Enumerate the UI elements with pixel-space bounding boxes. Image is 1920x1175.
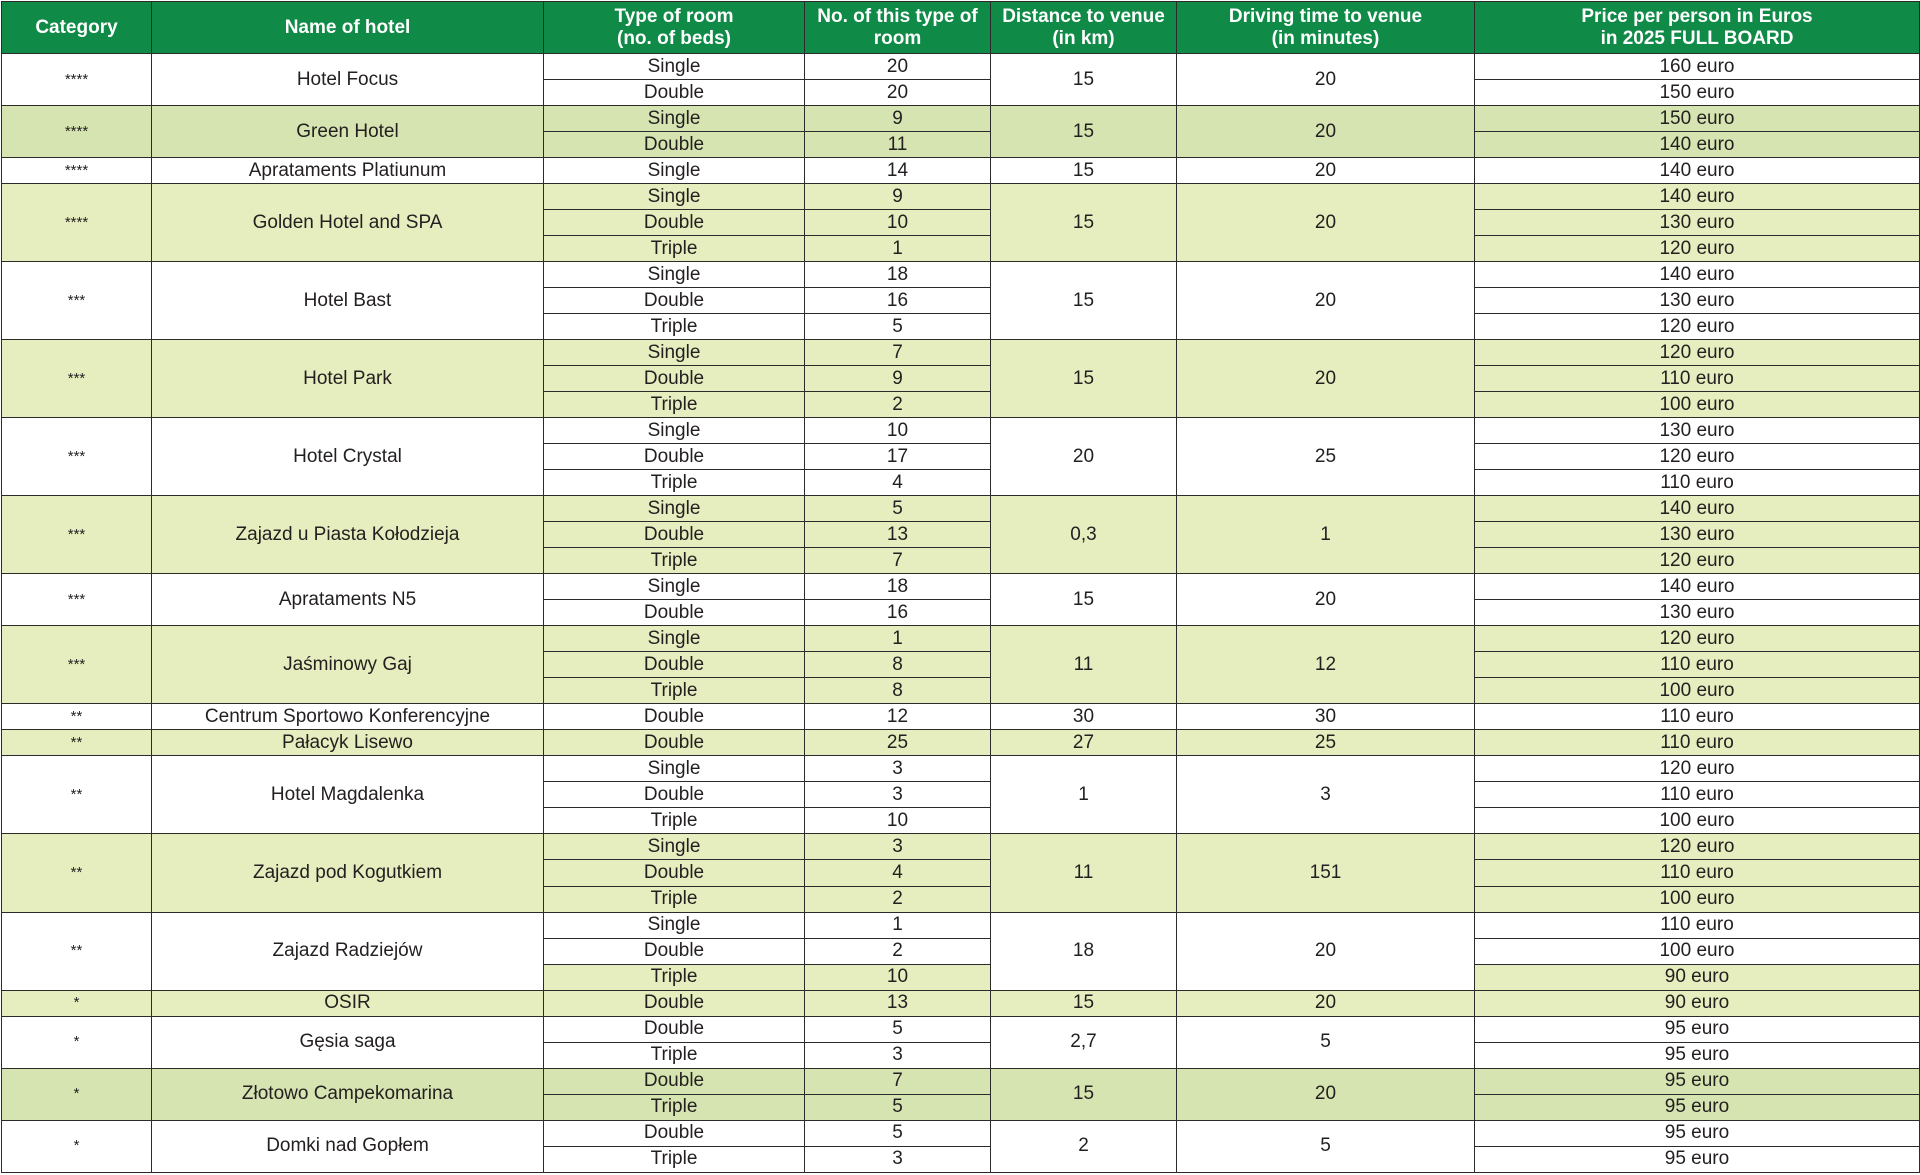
table-row: [2, 1068, 1920, 1094]
distance-km: 15: [991, 184, 1177, 262]
room-type: Double: [544, 860, 805, 886]
hotel-category: ***: [2, 574, 152, 626]
room-count: 9: [805, 184, 991, 210]
room-count: 10: [805, 210, 991, 236]
room-count: 5: [805, 1016, 991, 1042]
room-count: 3: [805, 834, 991, 860]
hotel-name: Zajazd Radziejów: [152, 912, 544, 990]
room-type: Single: [544, 340, 805, 366]
room-type: Double: [544, 990, 805, 1016]
driving-minutes: 151: [1177, 834, 1475, 912]
hotel-category: **: [2, 756, 152, 834]
room-type: Triple: [544, 1146, 805, 1172]
driving-minutes: 30: [1177, 704, 1475, 730]
price-per-person: 120 euro: [1475, 314, 1920, 340]
table-row: [2, 730, 1920, 756]
room-type: Single: [544, 106, 805, 132]
price-per-person: 110 euro: [1475, 470, 1920, 496]
header-room-count: No. of this type of room: [805, 2, 991, 54]
hotel-name: Hotel Crystal: [152, 418, 544, 496]
driving-minutes: 20: [1177, 574, 1475, 626]
room-type: Double: [544, 652, 805, 678]
room-count: 5: [805, 314, 991, 340]
price-per-person: 95 euro: [1475, 1120, 1920, 1146]
hotel-name: Pałacyk Lisewo: [152, 730, 544, 756]
room-count: 4: [805, 470, 991, 496]
distance-km: 11: [991, 626, 1177, 704]
room-count: 7: [805, 340, 991, 366]
hotel-category: **: [2, 704, 152, 730]
room-type: Triple: [544, 1042, 805, 1068]
room-type: Triple: [544, 964, 805, 990]
distance-km: 18: [991, 912, 1177, 990]
room-count: 18: [805, 262, 991, 288]
room-count: 1: [805, 626, 991, 652]
price-per-person: 140 euro: [1475, 184, 1920, 210]
price-per-person: 160 euro: [1475, 54, 1920, 80]
room-type: Single: [544, 912, 805, 938]
hotel-category: ****: [2, 184, 152, 262]
room-count: 20: [805, 80, 991, 106]
hotel-name: Golden Hotel and SPA: [152, 184, 544, 262]
price-per-person: 130 euro: [1475, 600, 1920, 626]
price-per-person: 110 euro: [1475, 782, 1920, 808]
distance-km: 2: [991, 1120, 1177, 1172]
room-type: Single: [544, 756, 805, 782]
room-count: 3: [805, 1146, 991, 1172]
hotel-category: ****: [2, 54, 152, 106]
header-room-type: Type of room (no. of beds): [544, 2, 805, 54]
price-per-person: 140 euro: [1475, 262, 1920, 288]
room-count: 14: [805, 158, 991, 184]
room-type: Single: [544, 54, 805, 80]
table-row: [2, 184, 1920, 210]
table-row: [2, 496, 1920, 522]
room-type: Triple: [544, 678, 805, 704]
room-type: Double: [544, 366, 805, 392]
distance-km: 2,7: [991, 1016, 1177, 1068]
table-row: [2, 158, 1920, 184]
header-hotel-name: Name of hotel: [152, 2, 544, 54]
header-price: Price per person in Euros in 2025 FULL BOARD: [1475, 2, 1920, 54]
driving-minutes: 25: [1177, 730, 1475, 756]
driving-minutes: 20: [1177, 912, 1475, 990]
room-type: Double: [544, 132, 805, 158]
price-per-person: 130 euro: [1475, 288, 1920, 314]
room-type: Double: [544, 730, 805, 756]
price-per-person: 150 euro: [1475, 106, 1920, 132]
distance-km: 15: [991, 262, 1177, 340]
room-count: 3: [805, 756, 991, 782]
price-per-person: 100 euro: [1475, 938, 1920, 964]
room-count: 5: [805, 496, 991, 522]
room-count: 3: [805, 1042, 991, 1068]
hotel-category: ***: [2, 418, 152, 496]
driving-minutes: 5: [1177, 1120, 1475, 1172]
driving-minutes: 20: [1177, 106, 1475, 158]
room-count: 7: [805, 548, 991, 574]
table-row: [2, 340, 1920, 366]
price-per-person: 120 euro: [1475, 340, 1920, 366]
room-count: 2: [805, 392, 991, 418]
room-type: Single: [544, 418, 805, 444]
driving-minutes: 20: [1177, 184, 1475, 262]
price-per-person: 120 euro: [1475, 756, 1920, 782]
room-type: Double: [544, 1016, 805, 1042]
room-type: Double: [544, 210, 805, 236]
table-row: [2, 418, 1920, 444]
room-count: 2: [805, 886, 991, 912]
hotel-name: Aprataments N5: [152, 574, 544, 626]
room-count: 10: [805, 418, 991, 444]
room-count: 20: [805, 54, 991, 80]
room-type: Double: [544, 288, 805, 314]
price-per-person: 100 euro: [1475, 392, 1920, 418]
room-type: Double: [544, 444, 805, 470]
hotel-name: Domki nad Gopłem: [152, 1120, 544, 1172]
hotel-name: Green Hotel: [152, 106, 544, 158]
hotel-category: *: [2, 1120, 152, 1172]
header-distance: Distance to venue (in km): [991, 2, 1177, 54]
room-type: Triple: [544, 236, 805, 262]
distance-km: 0,3: [991, 496, 1177, 574]
table-row: [2, 912, 1920, 938]
price-per-person: 95 euro: [1475, 1146, 1920, 1172]
hotel-name: Hotel Bast: [152, 262, 544, 340]
price-per-person: 110 euro: [1475, 704, 1920, 730]
table-row: [2, 704, 1920, 730]
room-type: Double: [544, 80, 805, 106]
room-count: 17: [805, 444, 991, 470]
price-per-person: 140 euro: [1475, 574, 1920, 600]
room-count: 16: [805, 600, 991, 626]
driving-minutes: 12: [1177, 626, 1475, 704]
price-per-person: 140 euro: [1475, 496, 1920, 522]
room-count: 2: [805, 938, 991, 964]
room-type: Triple: [544, 470, 805, 496]
hotel-category: ****: [2, 106, 152, 158]
room-type: Double: [544, 522, 805, 548]
price-per-person: 110 euro: [1475, 860, 1920, 886]
room-type: Single: [544, 184, 805, 210]
hotel-name: Zajazd pod Kogutkiem: [152, 834, 544, 912]
room-count: 10: [805, 808, 991, 834]
price-per-person: 90 euro: [1475, 964, 1920, 990]
distance-km: 15: [991, 340, 1177, 418]
room-count: 7: [805, 1068, 991, 1094]
room-count: 13: [805, 990, 991, 1016]
price-per-person: 110 euro: [1475, 730, 1920, 756]
hotel-price-table: [1, 1, 1920, 1173]
room-count: 1: [805, 236, 991, 262]
price-per-person: 95 euro: [1475, 1094, 1920, 1120]
table-row: [2, 262, 1920, 288]
room-type: Single: [544, 626, 805, 652]
room-count: 5: [805, 1094, 991, 1120]
price-per-person: 140 euro: [1475, 132, 1920, 158]
hotel-name: Hotel Park: [152, 340, 544, 418]
driving-minutes: 25: [1177, 418, 1475, 496]
room-count: 9: [805, 366, 991, 392]
price-per-person: 110 euro: [1475, 912, 1920, 938]
room-type: Double: [544, 782, 805, 808]
driving-minutes: 20: [1177, 340, 1475, 418]
price-per-person: 100 euro: [1475, 808, 1920, 834]
price-per-person: 110 euro: [1475, 366, 1920, 392]
header-driving-time: Driving time to venue (in minutes): [1177, 2, 1475, 54]
price-per-person: 140 euro: [1475, 158, 1920, 184]
distance-km: 15: [991, 574, 1177, 626]
price-per-person: 95 euro: [1475, 1016, 1920, 1042]
table-row: [2, 626, 1920, 652]
table-row: [2, 756, 1920, 782]
room-count: 9: [805, 106, 991, 132]
hotel-category: ***: [2, 262, 152, 340]
price-per-person: 120 euro: [1475, 834, 1920, 860]
room-type: Triple: [544, 808, 805, 834]
room-type: Double: [544, 1120, 805, 1146]
distance-km: 30: [991, 704, 1177, 730]
hotel-category: **: [2, 834, 152, 912]
hotel-name: Jaśminowy Gaj: [152, 626, 544, 704]
room-count: 18: [805, 574, 991, 600]
price-per-person: 90 euro: [1475, 990, 1920, 1016]
distance-km: 15: [991, 106, 1177, 158]
table-row: [2, 1120, 1920, 1146]
driving-minutes: 20: [1177, 1068, 1475, 1120]
room-count: 4: [805, 860, 991, 886]
hotel-name: Gęsia saga: [152, 1016, 544, 1068]
driving-minutes: 20: [1177, 158, 1475, 184]
driving-minutes: 3: [1177, 756, 1475, 834]
price-per-person: 95 euro: [1475, 1042, 1920, 1068]
table-row: [2, 1016, 1920, 1042]
driving-minutes: 20: [1177, 990, 1475, 1016]
driving-minutes: 20: [1177, 262, 1475, 340]
room-count: 5: [805, 1120, 991, 1146]
price-per-person: 120 euro: [1475, 236, 1920, 262]
hotel-name: Centrum Sportowo Konferencyjne: [152, 704, 544, 730]
price-per-person: 130 euro: [1475, 522, 1920, 548]
room-count: 8: [805, 652, 991, 678]
room-count: 25: [805, 730, 991, 756]
room-count: 3: [805, 782, 991, 808]
hotel-name: Hotel Magdalenka: [152, 756, 544, 834]
table-row: [2, 834, 1920, 860]
price-per-person: 100 euro: [1475, 886, 1920, 912]
distance-km: 15: [991, 158, 1177, 184]
room-count: 12: [805, 704, 991, 730]
distance-km: 15: [991, 54, 1177, 106]
driving-minutes: 1: [1177, 496, 1475, 574]
distance-km: 27: [991, 730, 1177, 756]
hotel-category: *: [2, 1016, 152, 1068]
room-type: Single: [544, 496, 805, 522]
price-per-person: 110 euro: [1475, 652, 1920, 678]
room-type: Triple: [544, 1094, 805, 1120]
room-type: Single: [544, 262, 805, 288]
room-type: Triple: [544, 548, 805, 574]
table-row: [2, 990, 1920, 1016]
price-per-person: 120 euro: [1475, 548, 1920, 574]
room-type: Triple: [544, 886, 805, 912]
hotel-category: **: [2, 912, 152, 990]
room-type: Double: [544, 1068, 805, 1094]
price-per-person: 120 euro: [1475, 626, 1920, 652]
hotel-category: ***: [2, 496, 152, 574]
header-row: [2, 2, 1920, 54]
table-row: [2, 574, 1920, 600]
room-type: Single: [544, 834, 805, 860]
room-type: Single: [544, 158, 805, 184]
room-type: Double: [544, 600, 805, 626]
hotel-name: Hotel Focus: [152, 54, 544, 106]
distance-km: 1: [991, 756, 1177, 834]
room-type: Triple: [544, 314, 805, 340]
price-per-person: 120 euro: [1475, 444, 1920, 470]
room-count: 13: [805, 522, 991, 548]
header-category: Category: [2, 2, 152, 54]
room-count: 16: [805, 288, 991, 314]
room-type: Double: [544, 938, 805, 964]
hotel-name: OSIR: [152, 990, 544, 1016]
room-count: 1: [805, 912, 991, 938]
table-row: [2, 106, 1920, 132]
table-row: [2, 54, 1920, 80]
hotel-name: Aprataments Platiunum: [152, 158, 544, 184]
distance-km: 15: [991, 990, 1177, 1016]
hotel-name: Zajazd u Piasta Kołodzieja: [152, 496, 544, 574]
table-body: [2, 54, 1920, 1173]
driving-minutes: 5: [1177, 1016, 1475, 1068]
hotel-category: ***: [2, 340, 152, 418]
distance-km: 11: [991, 834, 1177, 912]
price-per-person: 95 euro: [1475, 1068, 1920, 1094]
hotel-category: **: [2, 730, 152, 756]
room-count: 11: [805, 132, 991, 158]
price-per-person: 130 euro: [1475, 418, 1920, 444]
hotel-category: ****: [2, 158, 152, 184]
hotel-category: *: [2, 990, 152, 1016]
hotel-name: Złotowo Campekomarina: [152, 1068, 544, 1120]
distance-km: 15: [991, 1068, 1177, 1120]
driving-minutes: 20: [1177, 54, 1475, 106]
distance-km: 20: [991, 418, 1177, 496]
room-type: Double: [544, 704, 805, 730]
room-count: 10: [805, 964, 991, 990]
price-per-person: 130 euro: [1475, 210, 1920, 236]
room-type: Triple: [544, 392, 805, 418]
price-per-person: 150 euro: [1475, 80, 1920, 106]
hotel-category: *: [2, 1068, 152, 1120]
room-count: 8: [805, 678, 991, 704]
price-per-person: 100 euro: [1475, 678, 1920, 704]
hotel-category: ***: [2, 626, 152, 704]
room-type: Single: [544, 574, 805, 600]
